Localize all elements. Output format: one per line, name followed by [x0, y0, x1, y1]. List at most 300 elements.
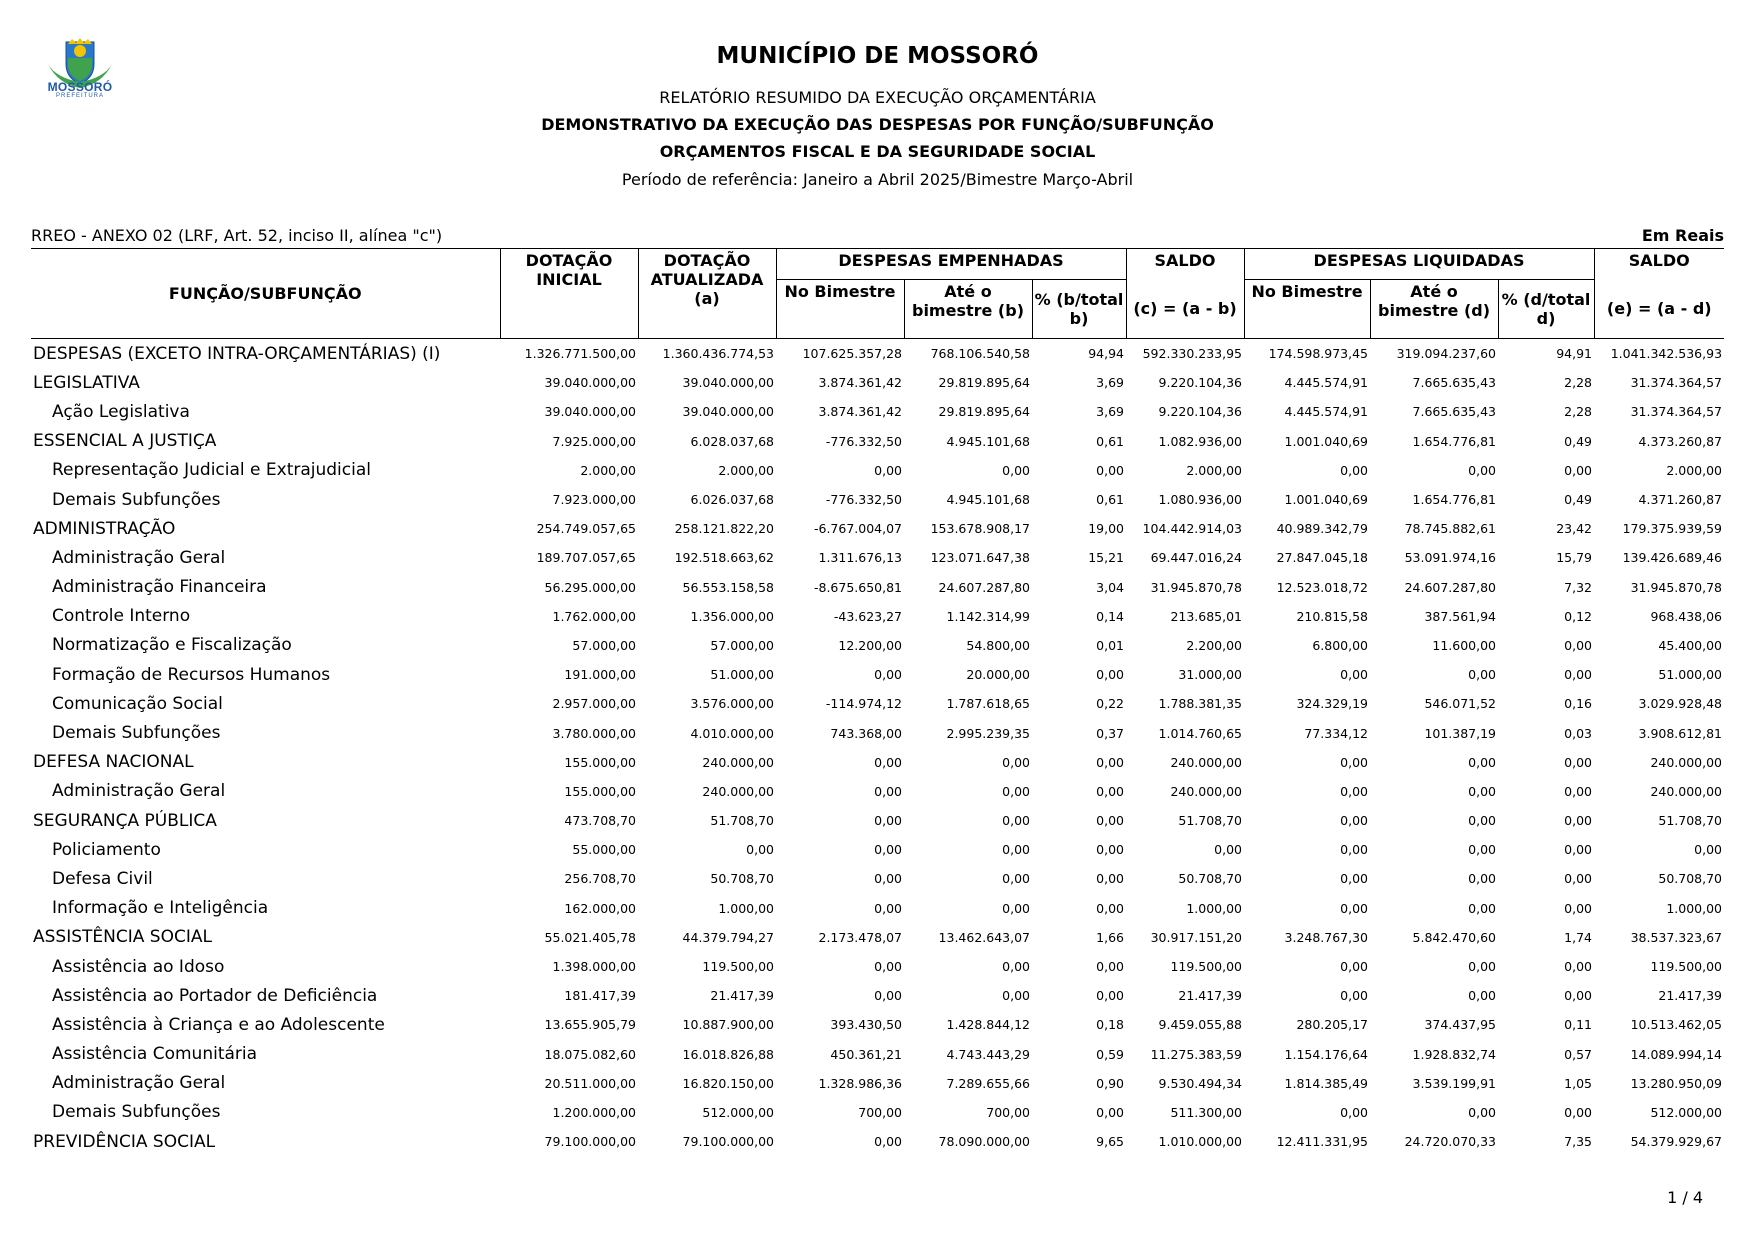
value-cell: 1.001.040,69	[1284, 433, 1369, 449]
value-cell: 0,00	[1002, 959, 1030, 975]
value-cell: 1.654.776,81	[1412, 492, 1497, 508]
value-cell: 2.995.239,35	[946, 725, 1030, 741]
value-cell: 45.400,00	[1658, 637, 1723, 653]
value-cell: 19,00	[1088, 521, 1125, 537]
subfunction-label: Formação de Recursos Humanos	[52, 664, 331, 685]
value-cell: 24.607.287,80	[1404, 579, 1497, 595]
value-cell: 2.000,00	[1186, 462, 1243, 478]
value-cell: 0,00	[874, 813, 902, 829]
value-cell: 324.329,19	[1296, 696, 1369, 712]
value-cell: 20.511.000,00	[544, 1075, 636, 1091]
col-header-dotacao-inicial: DOTAÇÃO INICIAL	[500, 249, 638, 339]
value-cell: 1.928.832,74	[1412, 1046, 1497, 1062]
value-cell: 0,00	[874, 900, 902, 916]
value-cell: 39.040.000,00	[544, 375, 636, 391]
value-cell: 0,00	[1340, 754, 1369, 770]
value-cell: 0,00	[1564, 871, 1593, 887]
value-cell: 3.908.612,81	[1638, 725, 1723, 741]
value-cell: 0,00	[1468, 783, 1497, 799]
value-cell: 2.200,00	[1186, 637, 1243, 653]
value-cell: 374.437,95	[1424, 1017, 1497, 1033]
function-label: ADMINISTRAÇÃO	[33, 518, 176, 539]
value-cell: 55.021.405,78	[544, 929, 636, 945]
table-row	[31, 981, 1724, 1010]
value-cell: 77.334,12	[1304, 725, 1369, 741]
value-cell: 0,03	[1564, 725, 1593, 741]
value-cell: 0,00	[1340, 813, 1369, 829]
value-cell: -776.332,50	[825, 492, 902, 508]
value-cell: 155.000,00	[564, 754, 636, 770]
value-cell: 280.205,17	[1296, 1017, 1369, 1033]
logo-subtext: PREFEITURA	[55, 93, 104, 99]
value-cell: 1.311.676,13	[818, 550, 902, 566]
table-row	[31, 923, 1724, 952]
value-cell: 11.275.383,59	[1150, 1046, 1243, 1062]
col-header-emp-no-bimestre: No Bimestre	[776, 280, 904, 339]
value-cell: 7,32	[1564, 579, 1593, 595]
value-cell: 23,42	[1556, 521, 1593, 537]
col-header-liq-no-bimestre: No Bimestre	[1244, 280, 1370, 339]
value-cell: 9.220.104,36	[1158, 404, 1243, 420]
value-cell: -43.623,27	[833, 608, 902, 624]
value-cell: 50.708,70	[1178, 871, 1243, 887]
value-cell: 7.925.000,00	[552, 433, 636, 449]
subfunction-label: Defesa Civil	[52, 868, 153, 889]
value-cell: 1.360.436.774,53	[662, 346, 774, 362]
value-cell: 1.328.986,36	[818, 1075, 902, 1091]
value-cell: 473.708,70	[564, 813, 636, 829]
value-cell: 13.462.643,07	[938, 929, 1030, 945]
value-cell: 179.375.939,59	[1622, 521, 1723, 537]
value-cell: 1.356.000,00	[690, 608, 774, 624]
value-cell: 13.655.905,79	[544, 1017, 636, 1033]
value-cell: 0,57	[1564, 1046, 1593, 1062]
value-cell: 256.708,70	[564, 871, 636, 887]
value-cell: 1.326.771.500,00	[524, 346, 636, 362]
value-cell: 7,35	[1564, 1134, 1593, 1150]
value-cell: 6.026.037,68	[690, 492, 774, 508]
value-cell: 0,00	[1468, 754, 1497, 770]
value-cell: 12.200,00	[838, 637, 902, 653]
value-cell: 7.923.000,00	[552, 492, 636, 508]
value-cell: 7.665.635,43	[1412, 375, 1497, 391]
value-cell: 0,00	[1002, 462, 1030, 478]
value-cell: 39.040.000,00	[682, 375, 774, 391]
value-cell: 181.417,39	[564, 988, 636, 1004]
value-cell: 0,22	[1096, 696, 1125, 712]
value-cell: -776.332,50	[825, 433, 902, 449]
table-row	[31, 631, 1724, 660]
value-cell: 0,18	[1096, 1017, 1125, 1033]
value-cell: 27.847.045,18	[1276, 550, 1369, 566]
value-cell: 7.665.635,43	[1412, 404, 1497, 420]
table-row	[31, 1010, 1724, 1039]
subfunction-label: Administração Financeira	[52, 577, 267, 598]
subfunction-label: Representação Judicial e Extrajudicial	[52, 460, 371, 481]
value-cell: 0,59	[1096, 1046, 1125, 1062]
value-cell: 3.780.000,00	[552, 725, 636, 741]
value-cell: 512.000,00	[702, 1104, 774, 1120]
value-cell: 240.000,00	[702, 783, 774, 799]
col-header-liq-ate-bimestre: Até o bimestre (d)	[1370, 280, 1498, 339]
value-cell: 0,00	[874, 842, 902, 858]
value-cell: 50.708,70	[710, 871, 774, 887]
value-cell: 0,00	[874, 783, 902, 799]
value-cell: 3.539.199,91	[1412, 1075, 1497, 1091]
value-cell: 0,00	[1096, 988, 1125, 1004]
value-cell: 5.842.470,60	[1412, 929, 1497, 945]
value-cell: 768.106.540,58	[930, 346, 1030, 362]
value-cell: 1.654.776,81	[1412, 433, 1497, 449]
value-cell: 0,00	[874, 1134, 902, 1150]
value-cell: 0,00	[1564, 667, 1593, 683]
value-cell: 191.000,00	[564, 667, 636, 683]
function-label: ASSISTÊNCIA SOCIAL	[33, 927, 212, 948]
table-row	[31, 952, 1724, 981]
value-cell: 3.874.361,42	[818, 375, 902, 391]
value-cell: 0,00	[1468, 959, 1497, 975]
subfunction-label: Normatização e Fiscalização	[52, 635, 292, 656]
expenses-table	[31, 248, 1724, 1156]
table-row	[31, 1040, 1724, 1069]
value-cell: 213.685,01	[1170, 608, 1243, 624]
value-cell: 57.000,00	[710, 637, 774, 653]
col-group-empenhadas: DESPESAS EMPENHADAS	[776, 249, 1126, 280]
function-label: SEGURANÇA PÚBLICA	[33, 810, 217, 831]
value-cell: 3,69	[1096, 404, 1125, 420]
value-cell: 258.121.822,20	[674, 521, 774, 537]
value-cell: -8.675.650,81	[813, 579, 902, 595]
value-cell: 79.100.000,00	[682, 1134, 774, 1150]
value-cell: 0,00	[746, 842, 774, 858]
value-cell: 1.762.000,00	[552, 608, 636, 624]
value-cell: 94,94	[1088, 346, 1125, 362]
value-cell: 0,00	[1002, 900, 1030, 916]
value-cell: 0,00	[874, 988, 902, 1004]
table-row	[31, 339, 1724, 369]
table-body	[31, 339, 1724, 1157]
value-cell: 192.518.663,62	[674, 550, 774, 566]
value-cell: 21.417,39	[1658, 988, 1723, 1004]
value-cell: 546.071,52	[1424, 696, 1497, 712]
value-cell: 9.530.494,34	[1158, 1075, 1243, 1091]
value-cell: 3.576.000,00	[690, 696, 774, 712]
value-cell: 1.814.385,49	[1284, 1075, 1369, 1091]
table-row	[31, 777, 1724, 806]
value-cell: 0,00	[1096, 1104, 1125, 1120]
value-cell: 29.819.895,64	[938, 375, 1030, 391]
table-row	[31, 835, 1724, 864]
value-cell: 4.945.101,68	[946, 433, 1030, 449]
value-cell: 210.815,58	[1296, 608, 1369, 624]
table-row	[31, 602, 1724, 631]
value-cell: 387.561,94	[1424, 608, 1497, 624]
value-cell: 9,65	[1096, 1134, 1125, 1150]
value-cell: 1.000,00	[1666, 900, 1723, 916]
value-cell: 0,00	[1468, 1104, 1497, 1120]
table-row	[31, 368, 1724, 397]
value-cell: 21.417,39	[710, 988, 774, 1004]
value-cell: 240.000,00	[702, 754, 774, 770]
value-cell: 94,91	[1556, 346, 1593, 362]
value-cell: 0,00	[1564, 783, 1593, 799]
value-cell: 1.082.936,00	[1158, 433, 1243, 449]
value-cell: 29.819.895,64	[938, 404, 1030, 420]
function-label: DESPESAS (EXCETO INTRA-ORÇAMENTÁRIAS) (I)	[33, 343, 441, 364]
value-cell: -114.974,12	[825, 696, 902, 712]
table-row	[31, 456, 1724, 485]
value-cell: 0,00	[1002, 813, 1030, 829]
subfunction-label: Ação Legislativa	[52, 401, 190, 422]
value-cell: 0,00	[1564, 988, 1593, 1004]
table-row	[31, 894, 1724, 923]
units-label: Em Reais	[1641, 226, 1724, 245]
value-cell: 119.500,00	[1170, 959, 1243, 975]
value-cell: 0,00	[1468, 988, 1497, 1004]
value-cell: 12.411.331,95	[1276, 1134, 1369, 1150]
value-cell: 3,69	[1096, 375, 1125, 391]
value-cell: 0,61	[1096, 433, 1125, 449]
value-cell: 4.445.574,91	[1284, 404, 1369, 420]
value-cell: 0,00	[1468, 813, 1497, 829]
value-cell: 1.154.176,64	[1284, 1046, 1369, 1062]
value-cell: 0,00	[874, 667, 902, 683]
value-cell: 0,00	[1694, 842, 1723, 858]
table-row	[31, 543, 1724, 572]
subfunction-label: Demais Subfunções	[52, 489, 221, 510]
col-header-funcao: FUNÇÃO/SUBFUNÇÃO	[31, 249, 500, 339]
value-cell: 0,00	[874, 871, 902, 887]
subfunction-label: Informação e Inteligência	[52, 898, 269, 919]
value-cell: 9.459.055,88	[1158, 1017, 1243, 1033]
value-cell: 1.787.618,65	[946, 696, 1030, 712]
value-cell: 51.708,70	[1658, 813, 1723, 829]
value-cell: 6.800,00	[1312, 637, 1369, 653]
value-cell: 31.374.364,57	[1630, 375, 1723, 391]
value-cell: 0,16	[1564, 696, 1593, 712]
value-cell: 78.090.000,00	[938, 1134, 1030, 1150]
value-cell: 31.945.870,78	[1630, 579, 1723, 595]
value-cell: 319.094.237,60	[1396, 346, 1497, 362]
value-cell: 743.368,00	[830, 725, 902, 741]
value-cell: 1,05	[1564, 1075, 1593, 1091]
value-cell: 254.749.057,65	[536, 521, 636, 537]
value-cell: 0,00	[1340, 842, 1369, 858]
value-cell: 0,00	[1002, 754, 1030, 770]
value-cell: 12.523.018,72	[1276, 579, 1369, 595]
value-cell: 31.374.364,57	[1630, 404, 1723, 420]
table-row	[31, 806, 1724, 835]
value-cell: 0,00	[874, 959, 902, 975]
value-cell: 0,00	[1340, 900, 1369, 916]
value-cell: 0,00	[1340, 988, 1369, 1004]
value-cell: 16.820.150,00	[682, 1075, 774, 1091]
value-cell: 53.091.974,16	[1404, 550, 1497, 566]
value-cell: 6.028.037,68	[690, 433, 774, 449]
subfunction-label: Comunicação Social	[52, 693, 223, 714]
value-cell: 240.000,00	[1650, 754, 1723, 770]
value-cell: 153.678.908,17	[930, 521, 1030, 537]
value-cell: 56.295.000,00	[544, 579, 636, 595]
table-row	[31, 660, 1724, 689]
value-cell: 0,00	[1096, 754, 1125, 770]
value-cell: 15,79	[1556, 550, 1593, 566]
value-cell: 20.000,00	[966, 667, 1030, 683]
value-cell: 4.743.443,29	[946, 1046, 1030, 1062]
subfunction-label: Assistência ao Idoso	[52, 956, 225, 977]
value-cell: 30.917.151,20	[1150, 929, 1243, 945]
col-header-saldo-e-formula: (e) = (a - d)	[1594, 280, 1724, 339]
value-cell: 15,21	[1088, 550, 1125, 566]
value-cell: 31.945.870,78	[1150, 579, 1243, 595]
value-cell: 3,04	[1096, 579, 1125, 595]
value-cell: 1.010.000,00	[1158, 1134, 1243, 1150]
value-cell: 0,01	[1096, 637, 1125, 653]
value-cell: 174.598.973,45	[1268, 346, 1369, 362]
value-cell: 0,00	[1564, 842, 1593, 858]
value-cell: 0,00	[1340, 871, 1369, 887]
value-cell: 968.438,06	[1650, 608, 1723, 624]
value-cell: 393.430,50	[830, 1017, 902, 1033]
table-row	[31, 1098, 1724, 1127]
value-cell: 511.300,00	[1170, 1104, 1243, 1120]
value-cell: 240.000,00	[1170, 754, 1243, 770]
value-cell: 51.708,70	[710, 813, 774, 829]
value-cell: 0,00	[1340, 783, 1369, 799]
value-cell: 39.040.000,00	[682, 404, 774, 420]
value-cell: 1.788.381,35	[1158, 696, 1243, 712]
value-cell: 1.398.000,00	[552, 959, 636, 975]
value-cell: 0,00	[1214, 842, 1243, 858]
value-cell: 51.000,00	[710, 667, 774, 683]
value-cell: 0,00	[1340, 959, 1369, 975]
value-cell: 4.945.101,68	[946, 492, 1030, 508]
value-cell: 3.248.767,30	[1284, 929, 1369, 945]
value-cell: 18.075.082,60	[544, 1046, 636, 1062]
value-cell: 78.745.882,61	[1404, 521, 1497, 537]
value-cell: 592.330.233,95	[1142, 346, 1243, 362]
annex-label: RREO - ANEXO 02 (LRF, Art. 52, inciso II, alínea "c")	[31, 226, 443, 245]
value-cell: 3.874.361,42	[818, 404, 902, 420]
subfunction-label: Policiamento	[52, 839, 161, 860]
value-cell: 0,00	[1096, 667, 1125, 683]
value-cell: 2.000,00	[580, 462, 636, 478]
function-label: LEGISLATIVA	[33, 372, 140, 393]
value-cell: 0,00	[1468, 871, 1497, 887]
value-cell: 50.708,70	[1658, 871, 1723, 887]
table-row	[31, 748, 1724, 777]
value-cell: 189.707.057,65	[536, 550, 636, 566]
col-header-saldo-e: SALDO	[1594, 249, 1724, 280]
value-cell: 0,00	[874, 754, 902, 770]
value-cell: 4.371.260,87	[1638, 492, 1723, 508]
subfunction-label: Demais Subfunções	[52, 1102, 221, 1123]
value-cell: 24.720.070,33	[1404, 1134, 1497, 1150]
subfunction-label: Assistência à Criança e ao Adolescente	[52, 1014, 385, 1035]
value-cell: 0,00	[1096, 462, 1125, 478]
value-cell: 0,00	[1564, 959, 1593, 975]
value-cell: 38.537.323,67	[1630, 929, 1723, 945]
value-cell: 0,90	[1096, 1075, 1125, 1091]
value-cell: 9.220.104,36	[1158, 375, 1243, 391]
value-cell: 10.513.462,05	[1630, 1017, 1723, 1033]
value-cell: 0,00	[1096, 900, 1125, 916]
value-cell: 0,00	[1564, 754, 1593, 770]
value-cell: 54.379.929,67	[1630, 1134, 1723, 1150]
value-cell: 155.000,00	[564, 783, 636, 799]
value-cell: 44.379.794,27	[682, 929, 774, 945]
value-cell: 0,00	[1564, 813, 1593, 829]
value-cell: 1.142.314,99	[946, 608, 1030, 624]
col-header-saldo-c: SALDO	[1126, 249, 1244, 280]
value-cell: 0,00	[1002, 842, 1030, 858]
value-cell: 1.014.760,65	[1158, 725, 1243, 741]
value-cell: 2.173.478,07	[818, 929, 902, 945]
value-cell: 0,00	[1340, 667, 1369, 683]
value-cell: 0,00	[1468, 462, 1497, 478]
value-cell: 3.029.928,48	[1638, 696, 1723, 712]
value-cell: 1.428.844,12	[946, 1017, 1030, 1033]
value-cell: 2.957.000,00	[552, 696, 636, 712]
table-row	[31, 514, 1724, 543]
subfunction-label: Controle Interno	[52, 606, 191, 627]
report-name: RELATÓRIO RESUMIDO DA EXECUÇÃO ORÇAMENTÁRIA	[659, 88, 1096, 107]
value-cell: 79.100.000,00	[544, 1134, 636, 1150]
subfunction-label: Assistência Comunitária	[52, 1044, 258, 1065]
value-cell: 0,00	[1564, 1104, 1593, 1120]
subfunction-label: Administração Geral	[52, 1073, 226, 1094]
value-cell: 107.625.357,28	[802, 346, 902, 362]
value-cell: 56.553.158,58	[682, 579, 774, 595]
value-cell: 0,00	[1468, 900, 1497, 916]
value-cell: 57.000,00	[572, 637, 636, 653]
value-cell: 0,00	[1468, 667, 1497, 683]
value-cell: 0,00	[1096, 871, 1125, 887]
page-title: MUNICÍPIO DE MOSSORÓ	[716, 43, 1039, 69]
table-row	[31, 427, 1724, 456]
value-cell: 700,00	[986, 1104, 1030, 1120]
value-cell: 123.071.647,38	[930, 550, 1030, 566]
value-cell: 1.041.342.536,93	[1610, 346, 1723, 362]
col-header-emp-pct: % (b/total b)	[1032, 280, 1126, 339]
col-header-saldo-c-formula: (c) = (a - b)	[1126, 280, 1244, 339]
value-cell: 16.018.826,88	[682, 1046, 774, 1062]
value-cell: 101.387,19	[1424, 725, 1497, 741]
value-cell: 0,12	[1564, 608, 1593, 624]
table-row	[31, 397, 1724, 426]
subfunction-label: Assistência ao Portador de Deficiência	[52, 985, 378, 1006]
col-group-liquidadas: DESPESAS LIQUIDADAS	[1244, 249, 1594, 280]
value-cell: 1,74	[1564, 929, 1593, 945]
value-cell: 119.500,00	[1650, 959, 1723, 975]
col-header-dotacao-atualizada: DOTAÇÃO ATUALIZADA (a)	[638, 249, 776, 339]
subfunction-label: Administração Geral	[52, 781, 226, 802]
page-indicator: 1 / 4	[1667, 1188, 1703, 1207]
value-cell: 40.989.342,79	[1276, 521, 1369, 537]
value-cell: 1,66	[1096, 929, 1125, 945]
value-cell: 119.500,00	[702, 959, 774, 975]
function-label: DEFESA NACIONAL	[33, 752, 194, 773]
function-label: ESSENCIAL A JUSTIÇA	[33, 431, 217, 452]
value-cell: 0,00	[1468, 842, 1497, 858]
value-cell: 512.000,00	[1650, 1104, 1723, 1120]
value-cell: 240.000,00	[1650, 783, 1723, 799]
value-cell: 4.373.260,87	[1638, 433, 1723, 449]
value-cell: 0,49	[1564, 492, 1593, 508]
reference-period: Período de referência: Janeiro a Abril 2025/Bimestre Março-Abril	[621, 170, 1134, 189]
value-cell: 0,11	[1564, 1017, 1593, 1033]
value-cell: 54.800,00	[966, 637, 1030, 653]
